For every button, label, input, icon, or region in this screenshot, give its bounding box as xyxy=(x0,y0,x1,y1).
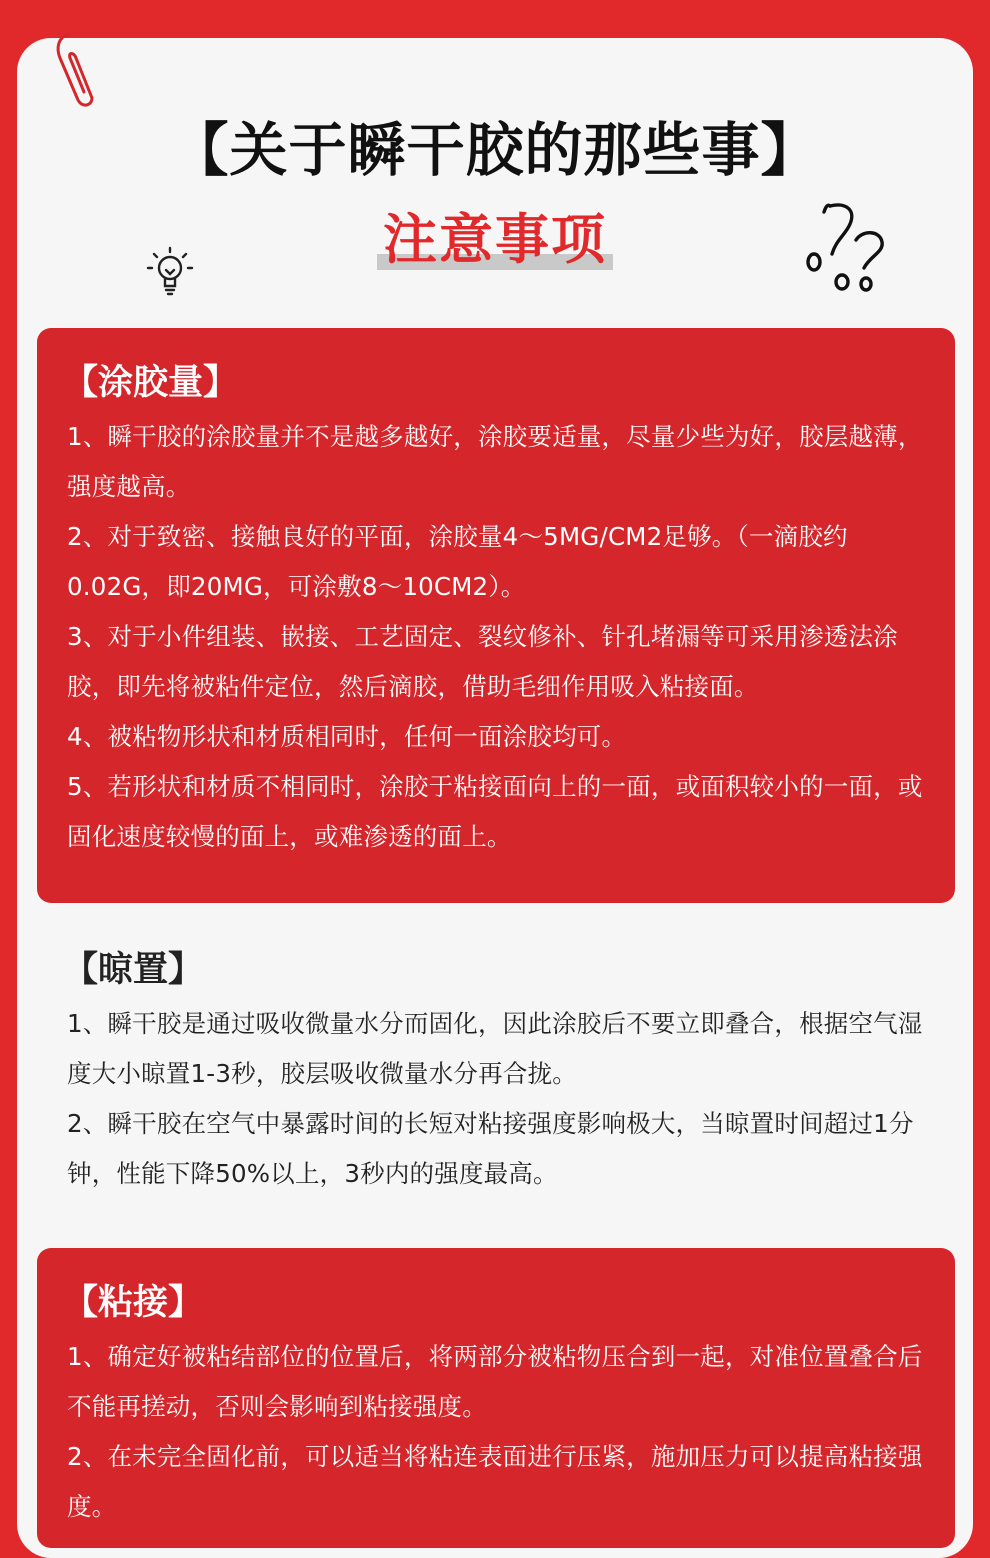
paragraph: 5、若形状和材质不相同时，涂胶于粘接面向上的一面，或面积较小的一面，或固化速度较慢的面上，或难渗透的面上。 xyxy=(67,772,923,851)
lightbulb-icon xyxy=(140,240,200,300)
page-subtitle: 注意事项 xyxy=(379,208,611,272)
paragraph: 3、对于小件组装、嵌接、工艺固定、裂纹修补、针孔堵漏等可采用渗透法涂胶，即先将被粘件定位，然后滴胶，借助毛细作用吸入粘接面。 xyxy=(67,622,898,701)
paragraph: 1、确定好被粘结部位的位置后，将两部分被粘物压合到一起，对准位置叠合后不能再搓动，否则会影响到粘接强度。 xyxy=(67,1342,923,1421)
section-heading: 【粘接】 xyxy=(63,1283,204,1323)
question-mark-icon xyxy=(796,196,896,296)
paragraph: 1、瞬干胶的涂胶量并不是越多越好，涂胶要适量，尽量少些为好，胶层越薄，强度越高。 xyxy=(67,422,923,501)
paragraph: 2、对于致密、接触良好的平面，涂胶量4～5MG/CM2足够。（一滴胶约0.02G，即20MG，可涂敷8～10CM2）。 xyxy=(67,522,848,601)
paragraph: 2、瞬干胶在空气中暴露时间的长短对粘接强度影响极大，当晾置时间超过1分钟，性能下降50%以上，3秒内的强度最高。 xyxy=(67,1109,914,1188)
section-bonding xyxy=(37,1248,955,1548)
section-heading: 【涂胶量】 xyxy=(63,363,239,403)
section-glue-amount xyxy=(37,328,955,903)
paragraph: 4、被粘物形状和材质相同时，任何一面涂胶均可。 xyxy=(67,722,627,751)
paragraph: 1、瞬干胶是通过吸收微量水分而固化，因此涂胶后不要立即叠合，根据空气湿度大小晾置1-3秒，胶层吸收微量水分再合拢。 xyxy=(67,1009,923,1088)
paperclip-icon xyxy=(48,28,98,112)
section-heading: 【晾置】 xyxy=(63,950,204,990)
section-airing xyxy=(37,915,955,1215)
paragraph: 2、在未完全固化前，可以适当将粘连表面进行压紧，施加压力可以提高粘接强度。 xyxy=(67,1442,923,1521)
page-title: 【关于瞬干胶的那些事】 xyxy=(170,116,820,184)
